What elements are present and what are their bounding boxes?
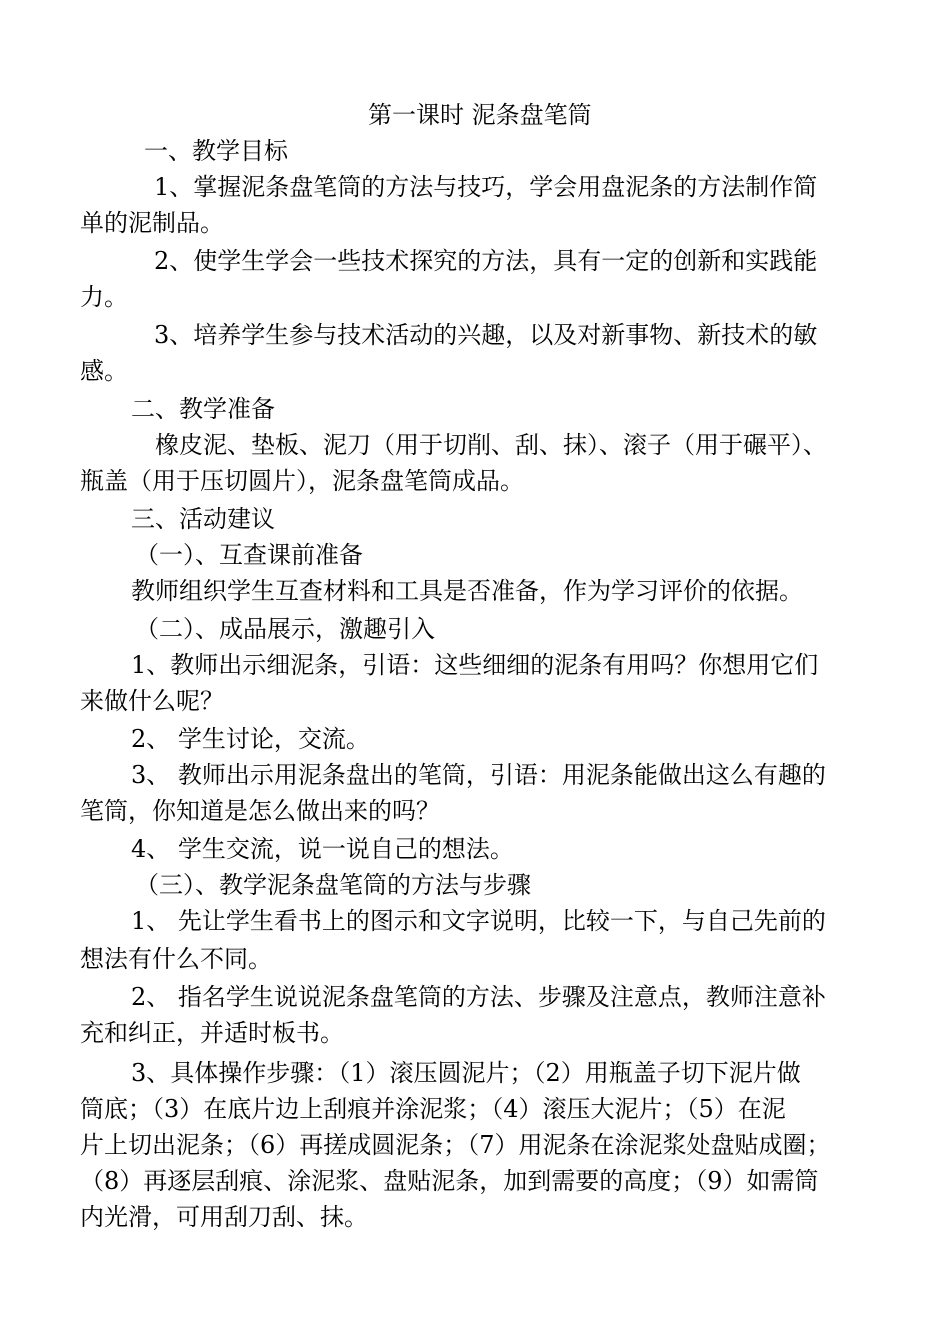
paragraph-line: 来做什么呢？ (80, 687, 224, 715)
paragraph-line: 想法有什么不同。 (80, 945, 272, 973)
subheading-section-3: （三）、教学泥条盘笔筒的方法与步骤 (135, 871, 531, 899)
document-title: 第一课时 泥条盘笔筒 (368, 101, 592, 129)
paragraph-line: 内光滑，可用刮刀刮、抹。 (80, 1203, 368, 1231)
paragraph-line: 3、 教师出示用泥条盘出的笔筒，引语：用泥条能做出这么有趣的 (131, 761, 826, 789)
paragraph-line: 2、使学生学会一些技术探究的方法，具有一定的创新和实践能 (154, 247, 818, 275)
paragraph-line: 笔筒，你知道是怎么做出来的吗？ (80, 797, 440, 825)
paragraph-line: 橡皮泥、垫板、泥刀（用于切削、刮、抹）、滚子（用于碾平）、 (155, 431, 827, 459)
paragraph-line: 3、具体操作步骤：（1）滚压圆泥片；（2）用瓶盖子切下泥片做 (131, 1059, 801, 1087)
heading-teaching-preparation: 二、教学准备 (131, 395, 275, 423)
paragraph-line: 单的泥制品。 (80, 209, 224, 237)
heading-activity-suggestions: 三、活动建议 (131, 505, 275, 533)
paragraph-line: 2、 学生讨论，交流。 (131, 725, 370, 753)
paragraph-line: 1、 先让学生看书上的图示和文字说明，比较一下，与自己先前的 (131, 907, 826, 935)
paragraph-line: 2、 指名学生说说泥条盘笔筒的方法、步骤及注意点，教师注意补 (131, 983, 826, 1011)
paragraph-line: 3、培养学生参与技术活动的兴趣，以及对新事物、新技术的敏 (154, 321, 818, 349)
paragraph-line: 力。 (80, 283, 128, 311)
paragraph-line: 4、 学生交流，说一说自己的想法。 (131, 835, 514, 863)
subheading-section-1: （一）、互查课前准备 (135, 541, 363, 569)
heading-teaching-objectives: 一、教学目标 (144, 137, 288, 165)
paragraph-line: 瓶盖（用于压切圆片），泥条盘笔筒成品。 (80, 467, 524, 495)
paragraph-line: 1、教师出示细泥条，引语：这些细细的泥条有用吗？你想用它们 (131, 651, 819, 679)
paragraph-line: 充和纠正，并适时板书。 (80, 1019, 344, 1047)
paragraph-line: 教师组织学生互查材料和工具是否准备，作为学习评价的依据。 (131, 577, 803, 605)
paragraph-line: 片上切出泥条；（6）再搓成圆泥条；（7）用泥条在涂泥浆处盘贴成圈； (80, 1131, 831, 1159)
paragraph-line: 1、掌握泥条盘笔筒的方法与技巧，学会用盘泥条的方法制作简 (154, 173, 818, 201)
paragraph-line: 感。 (80, 357, 128, 385)
paragraph-line: 筒底；（3）在底片边上刮痕并涂泥浆；（4）滚压大泥片；（5）在泥 (80, 1095, 786, 1123)
subheading-section-2: （二）、成品展示，激趣引入 (135, 615, 435, 643)
paragraph-line: （8）再逐层刮痕、涂泥浆、盘贴泥条，加到需要的高度；（9）如需筒 (80, 1167, 819, 1195)
